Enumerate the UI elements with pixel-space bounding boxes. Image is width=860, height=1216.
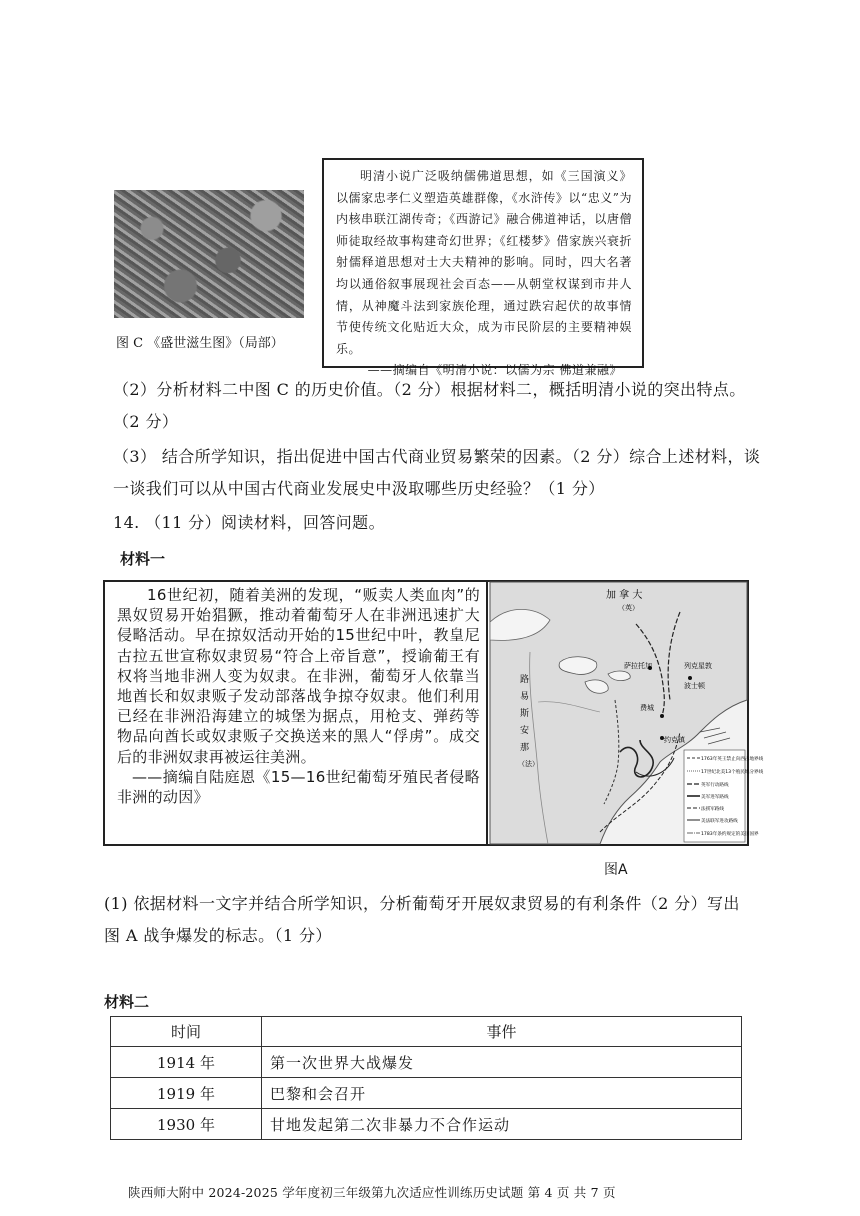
figure-a-caption: 图A [604,862,628,878]
legend-american-route: 美军进军路线 [701,795,729,800]
legend-proclamation-line: 1763年英王禁止向西占地界线 [701,757,764,762]
svg-text:路: 路 [520,675,530,685]
events-table [110,1016,742,1140]
legend-treaty-border: 1783年条约规定的美国国界 [701,832,759,837]
map-label-canada: 加 拿 大 [606,590,643,601]
map-city-saratoga: 萨拉托加 [624,662,652,670]
legend-french-route: 法援军路线 [701,807,724,812]
map-city-boston: 波士顿 [684,682,705,690]
question-14-heading: 14. （11 分）阅读材料，回答问题。 [113,513,385,532]
novel-material-text: 明清小说广泛吸纳儒佛道思想，如《三国演义》以儒家忠孝仁义塑造英雄群像，《水浒传》以“忠义”为内核串联江湖传奇；《西游记》融合佛道神话，以唐僧师徒取经故事构建奇幻世界；《红楼梦》借家族兴衰折射儒释道思想对士大夫精神的影响。同时，四大名著均以通俗叙事展现社会百态——从朝堂权谋到市井人情，从神魔斗法到家族伦理，通过跌宕起伏的故事情节使传统文化贴近大众，成为市民阶层的主要精神娱乐。 [336,169,632,356]
map-city-yorktown: 约克镇 [664,736,685,744]
map-city-lexington: 列克星敦 [684,662,712,670]
table-header-row [111,1017,742,1047]
question-3: （3） 结合所学知识，指出促进中国古代商业贸易繁荣的因素。（2 分）综合上述材料，谈一谈我们可以从中国古代商业发展史中汲取哪些历史经验？（1 分） [113,447,761,498]
north-america-war-map [490,582,764,844]
legend-colony-boundary: 17世纪北美13个殖民地分界线 [701,770,764,775]
question-1: (1) 依据材料一文字并结合所学知识，分析葡萄牙开展奴隶贸易的有利条件（2 分）写出图 A 战争爆发的标志。（1 分） [104,894,740,945]
svg-text:易: 易 [520,692,530,702]
table-cell-event: 巴黎和会召开 [262,1078,742,1109]
map-label-canada-owner: （英） [618,604,639,612]
material-two-label: 材料二 [104,993,150,1011]
legend-british-route: 英军行动路线 [701,783,729,788]
map-label-louisiana-owner: （法） [518,760,539,768]
svg-text:斯: 斯 [520,709,530,719]
material-one-text-box [105,582,488,844]
table-row [111,1047,742,1078]
table-header-time: 时间 [111,1017,262,1047]
table-cell-year: 1919 年 [111,1078,262,1109]
table-cell-year: 1914 年 [111,1047,262,1078]
legend-allied-route: 美法联军进攻路线 [701,819,738,824]
material-one-label: 材料一 [120,550,166,568]
material-one-source: ——摘编自陆庭恩《15—16世纪葡萄牙殖民者侵略非洲的动因》 [117,767,480,807]
sheng-shi-zi-sheng-tu-image [114,190,304,318]
material-one-text: 16世纪初，随着美洲的发现，“贩卖人类血肉”的黑奴贸易开始猖獗，推动着葡萄牙人在非洲迅速扩大侵略活动。早在掠奴活动开始的15世纪中叶，教皇尼古拉五世宣称奴隶贸易“符合上帝旨意”，授谕葡王有权将当地非洲人变为奴隶。在非洲，葡萄牙人依靠当地酋长和奴隶贩子发动部落战争掠夺奴隶。他们利用已经在非洲沿海建立的城堡为据点，用枪支、弹药等物品向酋长或奴隶贩子交换送来的黑人“俘虏”。成交后的非洲奴隶再被运往美洲。 [117,586,480,766]
table-cell-year: 1930 年 [111,1109,262,1140]
map-legend [684,750,764,842]
svg-text:那: 那 [520,743,530,753]
novel-material-source: ——摘编自《明清小说：以儒为宗 佛道兼融》 [367,363,622,378]
table-header-event: 事件 [262,1017,742,1047]
map-city-philadelphia: 费城 [640,704,654,712]
table-cell-event: 甘地发起第二次非暴力不合作运动 [262,1109,742,1140]
page-footer: 陕西师大附中 2024-2025 学年度初三年级第九次适应性训练历史试题 第 4 页 共 7 页 [128,1185,616,1200]
svg-text:安: 安 [520,726,530,736]
table-cell-event: 第一次世界大战爆发 [262,1047,742,1078]
figure-c-caption: 图 C 《盛世滋生图》（局部） [116,336,284,351]
table-row [111,1109,742,1140]
novel-material-box [322,158,644,378]
table-row [111,1078,742,1109]
question-2: （2）分析材料二中图 C 的历史价值。（2 分）根据材料二，概括明清小说的突出特点。（2 分） [113,380,746,431]
